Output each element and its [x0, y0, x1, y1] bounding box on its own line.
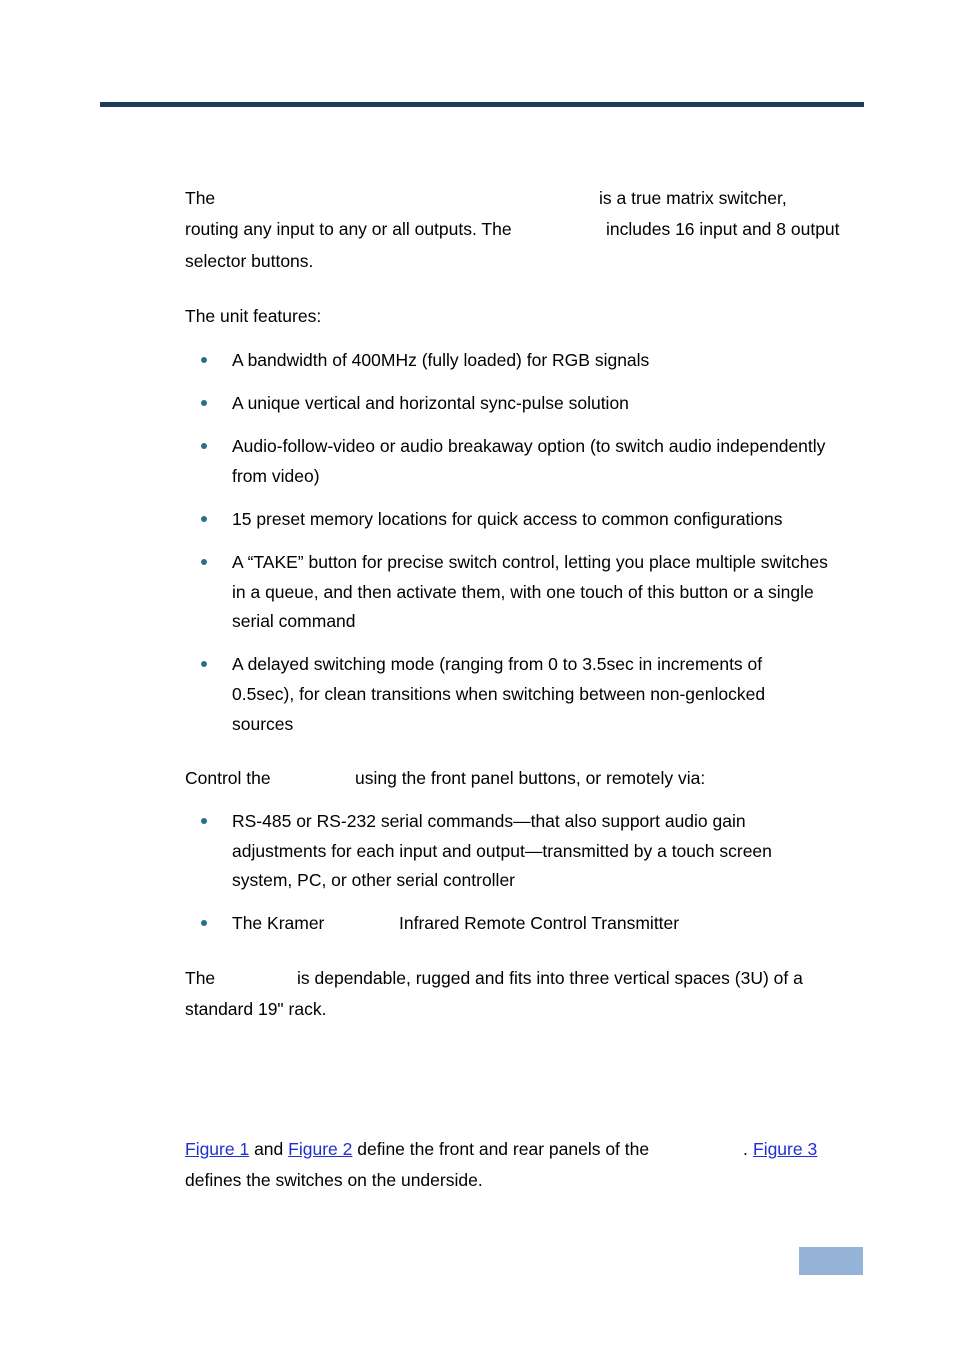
figure-2-link[interactable]: Figure 2	[288, 1139, 353, 1159]
figure-3-link[interactable]: Figure 3	[753, 1139, 818, 1159]
feature-item: A delayed switching mode (ranging from 0 to 3.5sec in increments of	[232, 654, 763, 674]
kramer-tail: Infrared Remote Control Transmitter	[399, 913, 680, 933]
bullet-dot	[201, 559, 207, 565]
bullet-dot	[201, 818, 207, 824]
intro-line1-tail: is a true matrix switcher,	[599, 188, 787, 208]
feature-item-cont: 0.5sec), for clean transitions when switching between non-genlocked	[232, 684, 766, 704]
figures-and: and	[254, 1139, 284, 1159]
intro-the: The	[185, 188, 216, 208]
figures-line1	[185, 1138, 649, 1160]
control-head: Control the	[185, 768, 271, 788]
control-item: RS-485 or RS-232 serial commands—that also support audio gain	[232, 811, 746, 831]
bullet-dot	[201, 400, 207, 406]
bullet-dot	[201, 516, 207, 522]
figures-mid: define the front and rear panels of the	[357, 1139, 650, 1159]
closing-line2: standard 19" rack.	[185, 999, 327, 1019]
bullet-dot	[201, 357, 207, 363]
bullet-dot	[201, 920, 207, 926]
closing-tail: is dependable, rugged and fits into three vertical spaces (3U) of a	[297, 968, 803, 988]
features-heading: The unit features:	[185, 306, 322, 326]
intro-line3: selector buttons.	[185, 251, 314, 271]
control-item-cont: system, PC, or other serial controller	[232, 870, 516, 890]
figures-dot: .	[743, 1139, 748, 1159]
feature-item: A “TAKE” button for precise switch control, letting you place multiple switches	[232, 552, 828, 572]
bullet-dot	[201, 443, 207, 449]
feature-item-cont: from video)	[232, 466, 320, 486]
feature-item: Audio-follow-video or audio breakaway option (to switch audio independently	[232, 436, 826, 456]
kramer-head: The Kramer	[232, 913, 325, 933]
intro-line2-head: routing any input to any or all outputs. The	[185, 219, 512, 239]
feature-item-cont: sources	[232, 714, 294, 734]
header-rule	[100, 102, 864, 107]
feature-item-cont: in a queue, and then activate them, with one touch of this button or a single	[232, 582, 814, 602]
feature-item: 15 preset memory locations for quick access to common configurations	[232, 509, 783, 529]
control-tail: using the front panel buttons, or remotely via:	[355, 768, 706, 788]
figure-1-link[interactable]: Figure 1	[185, 1139, 250, 1159]
feature-item-cont: serial command	[232, 611, 356, 631]
figures-line2: defines the switches on the underside.	[185, 1170, 483, 1190]
control-item-cont: adjustments for each input and output—transmitted by a touch screen	[232, 841, 772, 861]
closing-the: The	[185, 968, 216, 988]
feature-item: A bandwidth of 400MHz (fully loaded) for RGB signals	[232, 350, 650, 370]
intro-line2-tail: includes 16 input and 8 output	[606, 219, 840, 239]
page-number-tab	[799, 1247, 863, 1275]
bullet-dot	[201, 661, 207, 667]
feature-item: A unique vertical and horizontal sync-pulse solution	[232, 393, 629, 413]
